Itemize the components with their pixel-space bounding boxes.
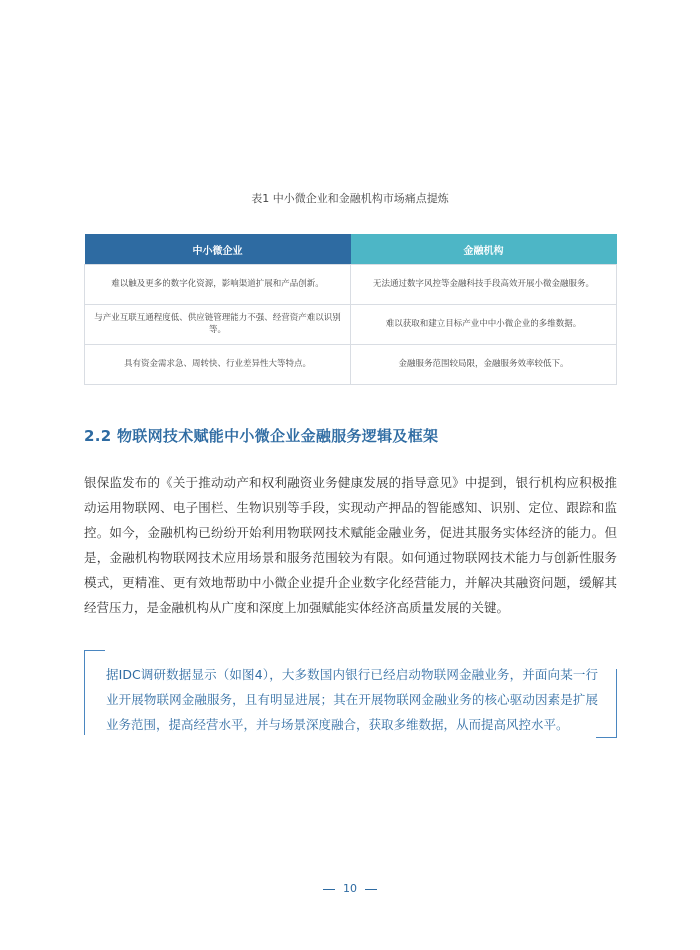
table-row [85, 345, 617, 385]
footer-dash-left [323, 889, 335, 890]
footer-dash-right [365, 889, 377, 890]
table-caption: 表1 中小微企业和金融机构市场痛点提炼 [251, 192, 449, 205]
table-cell: 难以触及更多的数字化资源，影响渠道扩展和产品创新。 [85, 265, 351, 305]
table-cell: 难以获取和建立目标产业中中小微企业的多维数据。 [351, 305, 617, 345]
callout-corner-bottom-right [596, 669, 617, 738]
table-cell: 无法通过数字风控等金融科技手段高效开展小微金融服务。 [351, 265, 617, 305]
table-header-financial-institutions: 金融机构 [351, 234, 617, 265]
table-row [85, 265, 617, 305]
callout-text: 据IDC调研数据显示（如图4），大多数国内银行已经启动物联网金融业务，并面向某一行业开展物联网金融服务，且有明显进展；其在开展物联网金融业务的核心驱动因素是扩展业务范围，提高经营水平，并与场景深度融合，获取多维数据，从而提高风控水平。 [106, 667, 598, 732]
callout-corner-top-left [84, 650, 105, 735]
table-cell: 具有资金需求急、周转快、行业差异性大等特点。 [85, 345, 351, 385]
page-number: 10 [343, 882, 357, 895]
page-footer [0, 882, 700, 895]
table-header-row [85, 234, 617, 265]
table-cell: 与产业互联互通程度低、供应链管理能力不强、经营资产难以识别等。 [85, 305, 351, 345]
section-heading: 2.2 物联网技术赋能中小微企业金融服务逻辑及框架 [84, 427, 439, 445]
body-paragraph: 银保监发布的《关于推动动产和权利融资业务健康发展的指导意见》中提到，银行机构应积极推动运用物联网、电子围栏、生物识别等手段，实现动产押品的智能感知、识别、定位、跟踪和监控。如今，金融机构已纷纷开始利用物联网技术赋能金融业务，促进其服务实体经济的能力。但是，金融机构物联网技术应用场景和服务范围较为有限。如何通过物联网技术能力与创新性服务模式，更精准、更有效地帮助中小微企业提升企业数字化经营能力，并解决其融资问题，缓解其经营压力，是金融机构从广度和深度上加强赋能实体经济高质量发展的关键。 [84, 475, 617, 615]
table-header-sme: 中小微企业 [85, 234, 351, 265]
callout-box [84, 650, 617, 738]
table-cell: 金融服务范围较局限，金融服务效率较低下。 [351, 345, 617, 385]
pain-points-table [84, 234, 617, 385]
table-row [85, 305, 617, 345]
